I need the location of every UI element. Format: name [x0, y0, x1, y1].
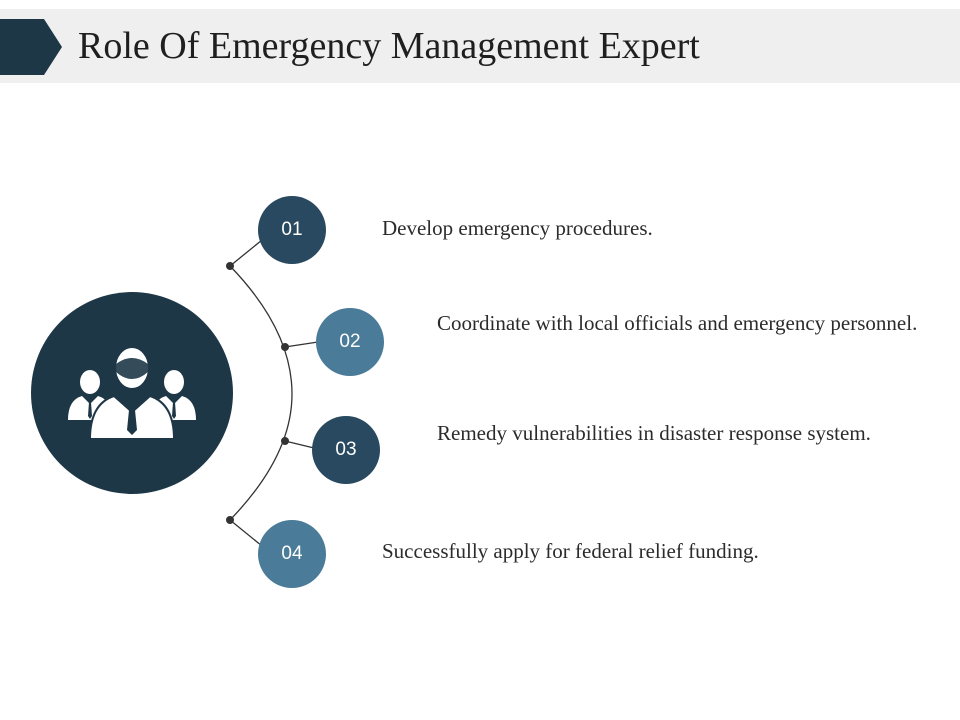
connector-node [281, 343, 289, 351]
step-text-2: Coordinate with local officials and emergency personnel. [437, 311, 918, 335]
step-number: 02 [339, 331, 361, 352]
step-badge-3 [312, 416, 380, 484]
connector-node [281, 437, 289, 445]
step-text-3: Remedy vulnerabilities in disaster response system. [437, 421, 871, 445]
people-group-icon [62, 338, 202, 448]
step-number: 03 [335, 439, 357, 460]
step-badge-4 [258, 520, 326, 588]
page-title: Role Of Emergency Management Expert [78, 25, 700, 67]
step-badge-1 [258, 196, 326, 264]
connector-node [226, 516, 234, 524]
connector-node [226, 262, 234, 270]
step-number: 01 [281, 219, 303, 240]
step-text-4: Successfully apply for federal relief funding. [382, 539, 759, 563]
step-number: 04 [281, 543, 303, 564]
step-text-1: Develop emergency procedures. [382, 216, 653, 240]
step-badge-2 [316, 308, 384, 376]
